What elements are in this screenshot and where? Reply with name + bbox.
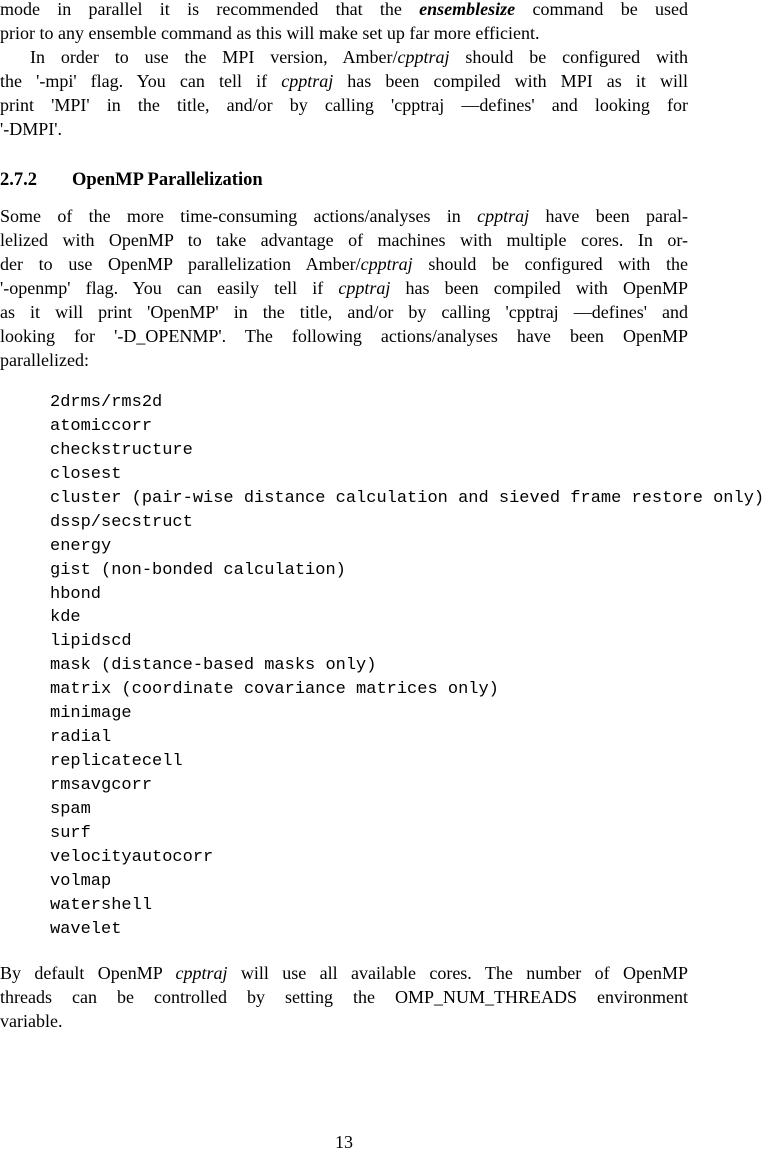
- section-title: OpenMP Parallelization: [72, 170, 263, 190]
- action-list-item: watershell: [50, 895, 153, 915]
- ensemblesize-command: ensemblesize: [419, 0, 516, 19]
- action-list-item: checkstructure: [50, 440, 193, 460]
- action-list-item: atomiccorr: [50, 416, 153, 436]
- action-list-item: matrix (coordinate covariance matrices only): [50, 680, 499, 700]
- action-list-item: surf: [50, 823, 91, 843]
- action-list-item: velocityautocorr: [50, 847, 214, 867]
- paragraph-mpi: [0, 45, 688, 141]
- text-line: der to use OpenMP parallelization Amber/cpptraj should be configured with the: [0, 254, 688, 274]
- section-number: 2.7.2: [0, 170, 37, 190]
- page-number: 13: [335, 1132, 353, 1152]
- paragraph-openmp: [0, 204, 688, 372]
- paragraph-ensemble: [0, 0, 688, 45]
- paragraph-default-threads: [0, 961, 688, 1033]
- text-line: print 'MPI' in the title, and/or by calling 'cpptraj —defines' and looking for: [0, 95, 688, 115]
- action-list-item: kde: [50, 608, 81, 628]
- action-list-item: lipidscd: [50, 632, 132, 652]
- action-list-item: rmsavgcorr: [50, 776, 153, 795]
- text-line: In order to use the MPI version, Amber/cpptraj should be configured with: [30, 47, 688, 67]
- section-heading: [0, 168, 263, 192]
- action-list-item: volmap: [50, 871, 112, 891]
- action-list-item: cluster (pair-wise distance calculation and sieved frame restore only): [50, 488, 765, 508]
- text-line: threads can be controlled by setting the OMP_NUM_THREADS environment: [0, 987, 688, 1007]
- action-list-item: hbond: [50, 584, 102, 604]
- action-list-item: spam: [50, 799, 91, 819]
- text-line: '-DMPI'.: [0, 119, 62, 139]
- action-list-item: minimage: [50, 704, 132, 724]
- action-list-item: dssp/secstruct: [50, 512, 193, 532]
- action-list-item: radial: [50, 728, 112, 748]
- text-line: parallelized:: [0, 350, 89, 370]
- action-list-item: gist (non-bonded calculation): [50, 560, 346, 580]
- action-list-item: 2drms/rms2d: [50, 393, 163, 412]
- text-line: lelized with OpenMP to take advantage of machines with multiple cores. In or-: [0, 230, 688, 250]
- text-line: prior to any ensemble command as this will make set up far more efficient.: [0, 23, 540, 43]
- text-line: '-openmp' flag. You can easily tell if cpptraj has been compiled with OpenMP: [0, 278, 688, 298]
- action-list-item: energy: [50, 536, 112, 556]
- text-line: the '-mpi' flag. You can tell if cpptraj has been compiled with MPI as it will: [0, 71, 689, 91]
- text-line: variable.: [0, 1011, 63, 1031]
- text-line: as it will print 'OpenMP' in the title, and/or by calling 'cpptraj —defines' and: [0, 302, 688, 322]
- text-line: mode in parallel it is recommended that the ensemblesize command be used: [0, 0, 688, 19]
- action-list-item: closest: [50, 464, 122, 484]
- action-list-item: replicatecell: [50, 752, 183, 772]
- text-line: Some of the more time-consuming actions/analyses in cpptraj have been paral-: [0, 206, 688, 226]
- openmp-actions-list: [50, 391, 764, 942]
- text-line: looking for '-D_OPENMP'. The following actions/analyses have been OpenMP: [0, 326, 688, 346]
- action-list-item: wavelet: [50, 919, 122, 939]
- text-line: By default OpenMP cpptraj will use all available cores. The number of OpenMP: [0, 963, 688, 983]
- action-list-item: mask (distance-based masks only): [50, 656, 377, 676]
